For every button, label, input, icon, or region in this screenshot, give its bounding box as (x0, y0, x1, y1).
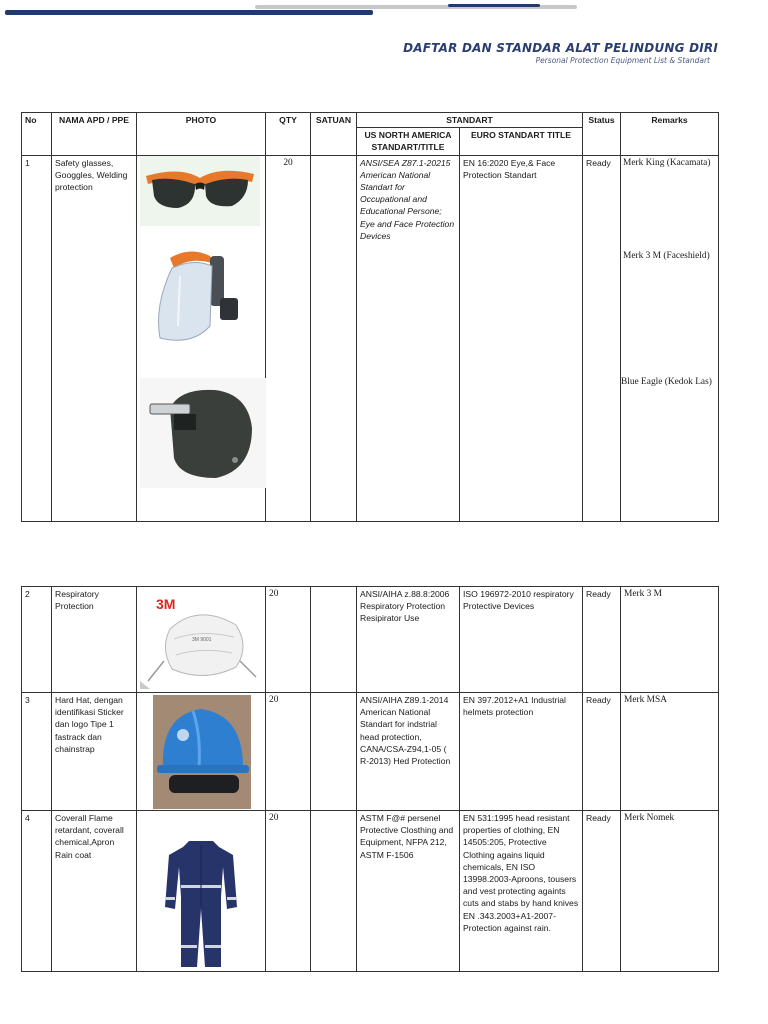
row-satuan (311, 693, 357, 811)
respirator-mask-icon (140, 589, 260, 689)
row-no: 3 (22, 693, 52, 811)
row-status: Ready (583, 693, 621, 811)
remark-kedok-las: Blue Eagle (Kedok Las) (621, 376, 712, 387)
face-shield-icon (140, 246, 260, 356)
ppe-table-page-1 (21, 112, 719, 522)
ppe-table-page-2 (21, 586, 719, 972)
col-header-nama: NAMA APD / PPE (52, 113, 137, 156)
table-row (22, 693, 719, 811)
row-remarks: Merk MSA (621, 693, 719, 811)
row-us-standart: ANSI/AIHA Z89.1-2014 American National Standart for indstrial head protection, CANA/CSA-Z94,1-05 ( R-2013) Hed Protection (357, 693, 460, 811)
row-remarks (621, 155, 719, 521)
table-row (22, 811, 719, 972)
coverall-icon (163, 837, 239, 969)
row-euro-standart: EN 397.2012+A1 Industrial helmets protection (460, 693, 583, 811)
row-photo (137, 587, 266, 693)
safety-glasses-icon (140, 156, 260, 226)
row-no: 2 (22, 587, 52, 693)
row-satuan (311, 587, 357, 693)
row-photo (137, 155, 266, 521)
table-row (22, 587, 719, 693)
welding-mask-icon (140, 378, 266, 488)
brand-3m-logo: 3M (156, 596, 176, 612)
row-us-standart: ASTM F@# persenel Protective Closthing and Equipment, NFPA 212, ASTM F-1506 (357, 811, 460, 972)
page-subtitle: Personal Protection Equipment List & Standart (535, 56, 710, 65)
row-remarks: Merk 3 M (621, 587, 719, 693)
page-title: DAFTAR DAN STANDAR ALAT PELINDUNG DIRI (403, 41, 718, 55)
row-name: Safety glasses, Googgles, Welding protection (52, 155, 137, 521)
hard-hat-icon (153, 695, 251, 809)
col-header-satuan: SATUAN (311, 113, 357, 156)
row-satuan (311, 155, 357, 521)
header-bar-navy-accent (448, 4, 540, 7)
row-qty: 20 (266, 811, 311, 972)
col-header-remarks: Remarks (621, 113, 719, 156)
remark-kacamata: Merk King (Kacamata) (623, 157, 711, 168)
row-name: Coverall Flame retardant, coverall chemical,Apron Rain coat (52, 811, 137, 972)
row-us-standart: ANSI/SEA Z87.1-20215 American National Standart for Occupational and Educational Persone; Eye and Face Protection Devices (357, 155, 460, 521)
row-euro-standart: EN 531:1995 head resistant properties of clothing, EN 14505:205, Protective Clothing agains liquid chemicals, EN ISO 13998.2003-Aproons, tousers and vest protecting againts cuts and stabs by hand knives EN .343.2003+A1-2007-Protection against rain. (460, 811, 583, 972)
col-header-standart: STANDART (357, 113, 583, 128)
row-satuan (311, 811, 357, 972)
col-header-status: Status (583, 113, 621, 156)
remark-faceshield: Merk 3 M (Faceshield) (623, 250, 710, 261)
row-euro-standart: EN 16:2020 Eye,& Face Protection Standart (460, 155, 583, 521)
row-status: Ready (583, 587, 621, 693)
row-qty: 20 (266, 155, 311, 521)
row-no: 4 (22, 811, 52, 972)
row-qty: 20 (266, 693, 311, 811)
row-euro-standart: ISO 196972-2010 respiratory Protective Devices (460, 587, 583, 693)
table-row (22, 155, 719, 521)
mask-model-text: 3M 9001 (192, 637, 212, 643)
col-header-qty: QTY (266, 113, 311, 156)
row-status: Ready (583, 811, 621, 972)
row-name: Respiratory Protection (52, 587, 137, 693)
row-us-standart: ANSI/AIHA z.88.8:2006 Respiratory Protection Resipirator Use (357, 587, 460, 693)
row-remarks: Merk Nomek (621, 811, 719, 972)
header-bar-navy (5, 10, 373, 15)
row-status: Ready (583, 155, 621, 521)
row-qty: 20 (266, 587, 311, 693)
row-photo (137, 811, 266, 972)
col-header-no: No (22, 113, 52, 156)
row-name: Hard Hat, dengan identifikasi Sticker dan logo Tipe 1 fastrack dan chainstrap (52, 693, 137, 811)
row-no: 1 (22, 155, 52, 521)
row-photo (137, 693, 266, 811)
col-header-euro: EURO STANDART TITLE (460, 128, 583, 155)
col-header-us: US NORTH AMERICA STANDART/TITLE (357, 128, 460, 155)
col-header-photo: PHOTO (137, 113, 266, 156)
